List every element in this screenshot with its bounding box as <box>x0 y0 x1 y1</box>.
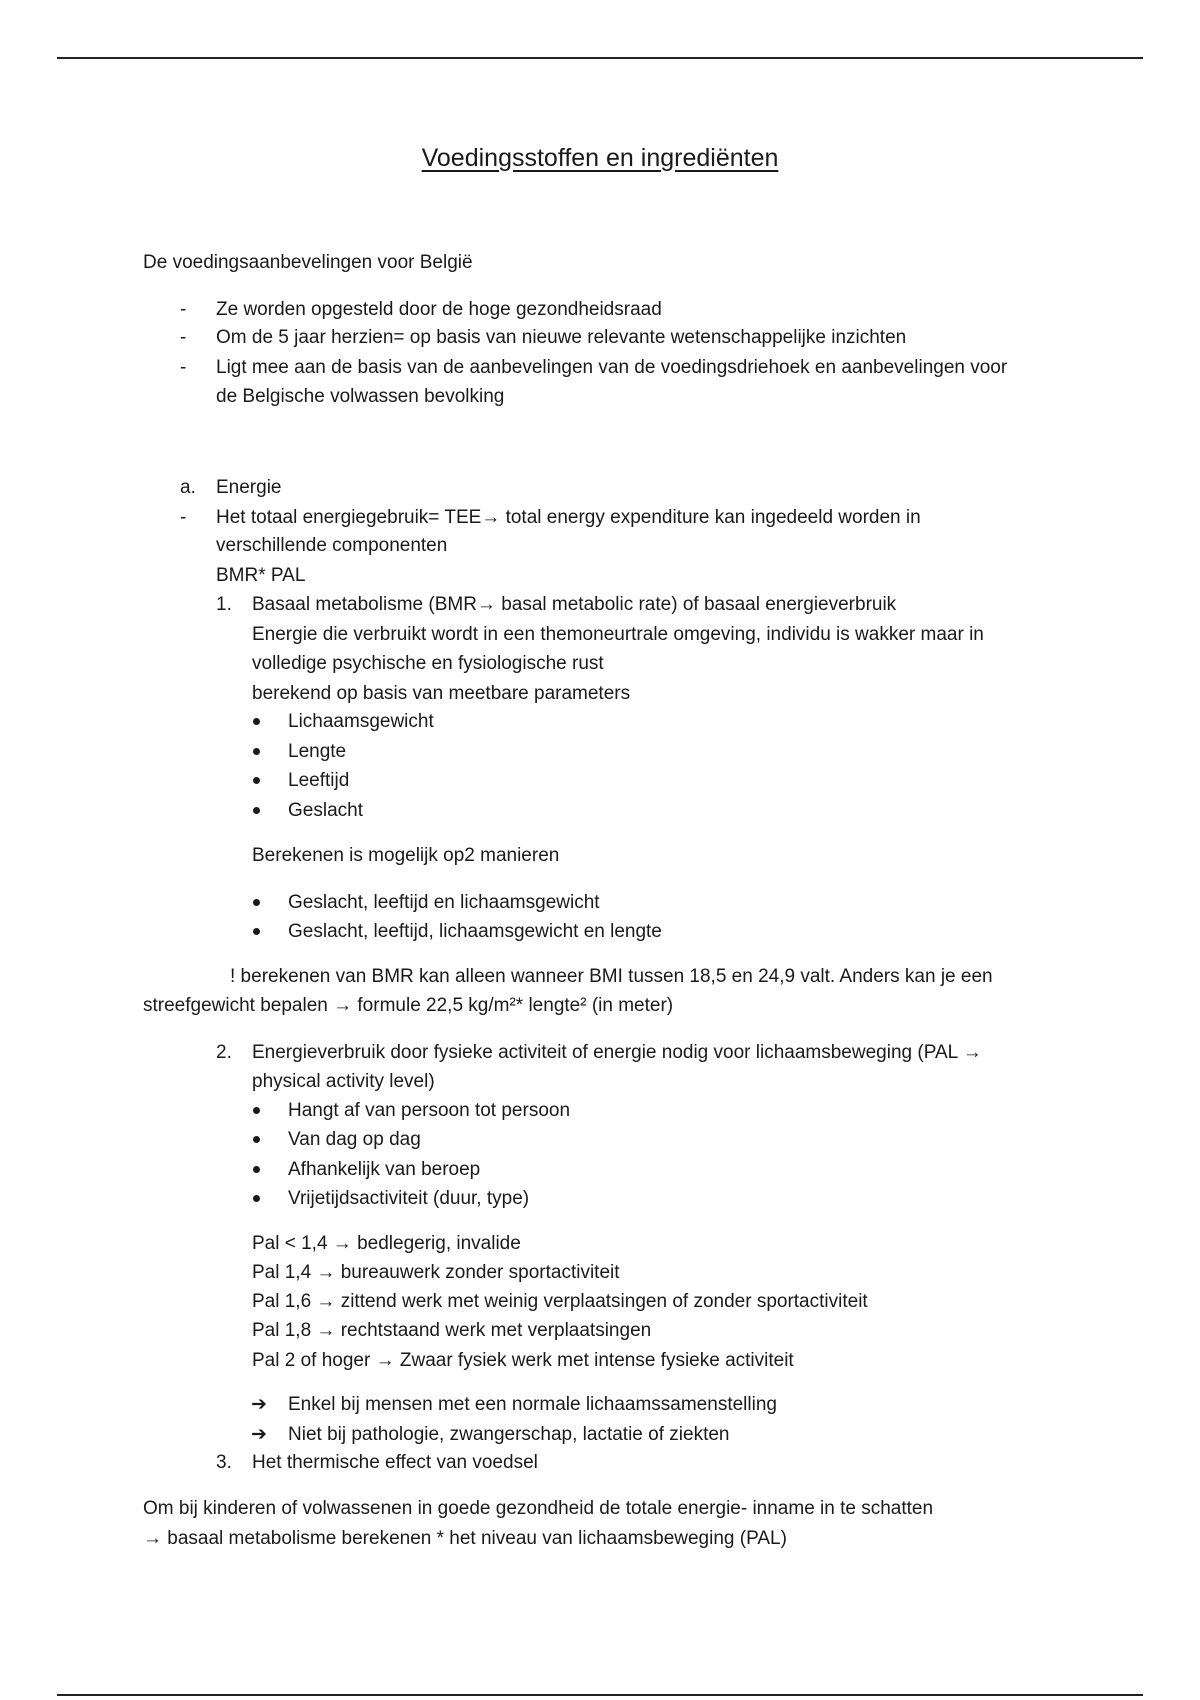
pal-level: Pal 2 of hoger → Zwaar fysiek werk met intense fysieke activiteit <box>252 1350 794 1371</box>
methods-intro: Berekenen is mogelijk op2 manieren <box>252 845 560 866</box>
bullet-dot <box>253 718 260 725</box>
bullet-dot <box>253 928 260 935</box>
pal-level: Pal 1,6 → zittend werk met weinig verplaatsingen of zonder sportactiviteit <box>252 1291 868 1312</box>
section-a-heading: Energie <box>216 477 282 498</box>
bullet-dot <box>253 899 260 906</box>
tee-line: verschillende componenten <box>216 535 448 556</box>
header-rule <box>57 57 1143 59</box>
section-a-marker: a. <box>180 477 196 498</box>
tee-line: Het totaal energiegebruik= TEE→ total energy expenditure kan ingedeeld worden in <box>216 507 921 528</box>
method-item: Geslacht, leeftijd, lichaamsgewicht en lengte <box>288 921 662 942</box>
bullet-dot <box>253 777 260 784</box>
item1-text: volledige psychische en fysiologische rust <box>252 653 604 674</box>
parameter-item: Leeftijd <box>288 770 350 791</box>
pal-level: Pal 1,8 → rechtstaand werk met verplaatsingen <box>252 1320 652 1341</box>
footer-rule <box>57 1694 1143 1696</box>
intro-heading: De voedingsaanbevelingen voor België <box>143 252 473 273</box>
conclusion-text: → basaal metabolisme berekenen * het niveau van lichaamsbeweging (PAL) <box>143 1528 787 1549</box>
arrow-bullet-icon: ➔ <box>251 1424 267 1445</box>
item2-marker: 2. <box>216 1042 232 1063</box>
pal-note: Niet bij pathologie, zwangerschap, lactatie of ziekten <box>288 1424 730 1445</box>
intro-item: Ligt mee aan de basis van de aanbevelingen van de voedingsdriehoek en aanbevelingen voor <box>216 357 1008 378</box>
factor-item: Hangt af van persoon tot persoon <box>288 1100 571 1121</box>
bmi-note: streefgewicht bepalen → formule 22,5 kg/m²* lengte² (in meter) <box>143 995 674 1016</box>
item1-heading: Basaal metabolisme (BMR→ basal metabolic rate) of basaal energieverbruik <box>252 594 897 615</box>
parameter-item: Lengte <box>288 741 347 762</box>
dash-marker: - <box>180 357 187 378</box>
item1-text: berekend op basis van meetbare parameters <box>252 683 631 704</box>
bullet-dot <box>253 1136 260 1143</box>
page-title: Voedingsstoffen en ingrediënten <box>421 144 779 172</box>
arrow-bullet-icon: ➔ <box>251 1394 267 1415</box>
dash-marker: - <box>180 299 187 320</box>
parameter-item: Geslacht <box>288 800 363 821</box>
dash-marker: - <box>180 507 187 528</box>
item2-heading: Energieverbruik door fysieke activiteit of energie nodig voor lichaamsbeweging (PAL → <box>252 1042 982 1063</box>
pal-note: Enkel bij mensen met een normale lichaamssamenstelling <box>288 1394 777 1415</box>
factor-item: Vrijetijdsactiviteit (duur, type) <box>288 1188 530 1209</box>
pal-level: Pal 1,4 → bureauwerk zonder sportactiviteit <box>252 1262 620 1283</box>
item3-heading: Het thermische effect van voedsel <box>252 1452 538 1473</box>
bullet-dot <box>253 1166 260 1173</box>
intro-item: Ze worden opgesteld door de hoge gezondheidsraad <box>216 299 662 320</box>
item1-marker: 1. <box>216 594 232 615</box>
dash-marker: - <box>180 327 187 348</box>
parameter-item: Lichaamsgewicht <box>288 711 434 732</box>
intro-item-continued: de Belgische volwassen bevolking <box>216 386 505 407</box>
bullet-dot <box>253 1107 260 1114</box>
factor-item: Van dag op dag <box>288 1129 421 1150</box>
intro-item: Om de 5 jaar herzien= op basis van nieuwe relevante wetenschappelijke inzichten <box>216 327 907 348</box>
item3-marker: 3. <box>216 1452 232 1473</box>
tee-formula: BMR* PAL <box>216 565 306 586</box>
conclusion-text: Om bij kinderen of volwassenen in goede gezondheid de totale energie- inname in te schatten <box>143 1498 934 1519</box>
bmi-note: ! berekenen van BMR kan alleen wanneer BMI tussen 18,5 en 24,9 valt. Anders kan je een <box>230 966 993 987</box>
item1-text: Energie die verbruikt wordt in een themoneurtrale omgeving, individu is wakker maar in <box>252 624 984 645</box>
pal-level: Pal < 1,4 → bedlegerig, invalide <box>252 1233 521 1254</box>
factor-item: Afhankelijk van beroep <box>288 1159 481 1180</box>
bullet-dot <box>253 748 260 755</box>
bullet-dot <box>253 807 260 814</box>
method-item: Geslacht, leeftijd en lichaamsgewicht <box>288 892 600 913</box>
item2-heading: physical activity level) <box>252 1071 435 1092</box>
bullet-dot <box>253 1195 260 1202</box>
